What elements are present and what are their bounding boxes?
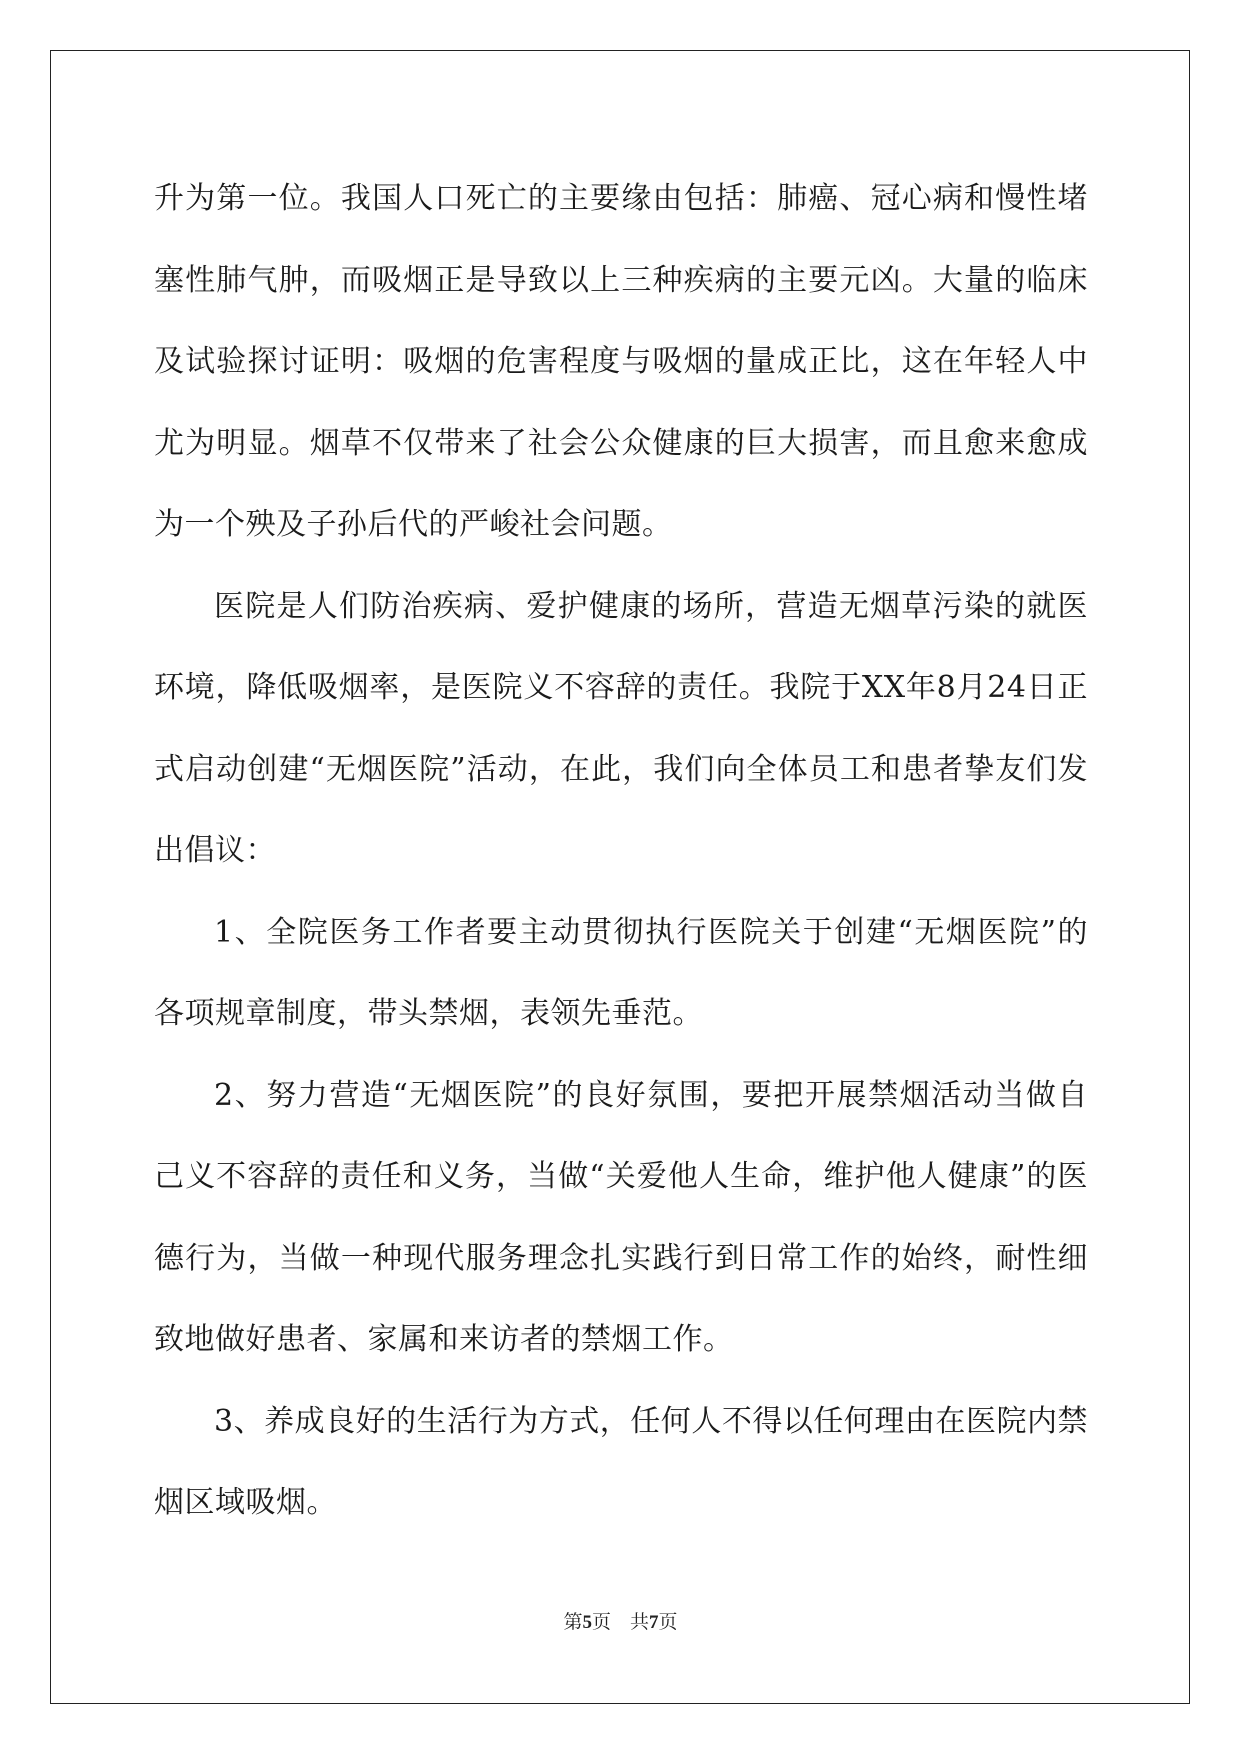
footer-total-pages: 7 [649,1612,659,1633]
footer-middle: 页 共 [591,1611,649,1633]
paragraph-5: 3、养成良好的生活行为方式，任何人不得以任何理由在医院内禁烟区域吸烟。 [154,1403,1088,1520]
footer-suffix: 页 [658,1611,678,1633]
paragraph-2: 医院是人们防治疾病、爱护健康的场所，营造无烟草污染的就医环境，降低吸烟率，是医院义不容辞的责任。我院于XX年8月24日正式启动创建“无烟医院”活动，在此，我们向全体员工和患者挚友们发出倡议： [154,588,1088,868]
footer-prefix: 第 [563,1611,583,1633]
paragraph-3: 1、全院医务工作者要主动贯彻执行医院关于创建“无烟医院”的各项规章制度，带头禁烟，表领先垂范。 [154,914,1088,1031]
paragraph-1: 升为第一位。我国人口死亡的主要缘由包括：肺癌、冠心病和慢性堵塞性肺气肿，而吸烟正是导致以上三种疾病的主要元凶。大量的临床及试验探讨证明：吸烟的危害程度与吸烟的量成正比，这在年轻人中尤为明显。烟草不仅带来了社会公众健康的巨大损害，而且愈来愈成为一个殃及子孙后代的严峻社会问题。 [154,181,1088,542]
footer-page-number: 5 [582,1612,592,1633]
page-footer [0,1607,1241,1634]
document-body [154,158,1088,1544]
paragraph-4: 2、努力营造“无烟医院”的良好氛围，要把开展禁烟活动当做自己义不容辞的责任和义务，当做“关爱他人生命，维护他人健康”的医德行为，当做一种现代服务理念扎实践行到日常工作的始终，耐性细致地做好患者、家属和来访者的禁烟工作。 [154,1077,1088,1357]
